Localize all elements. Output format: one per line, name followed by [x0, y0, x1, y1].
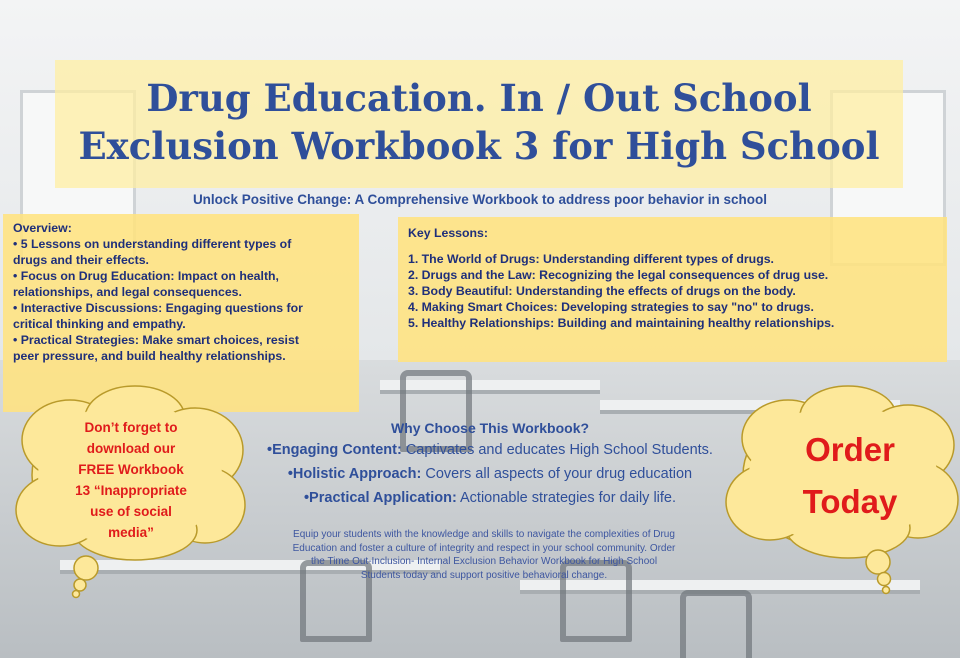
- footer-line: the Time Out-Inclusion- Internal Exclusion Behavior Workbook for High School: [310, 556, 658, 567]
- overview-line: peer pressure, and build healthy relationships.: [13, 349, 286, 363]
- key-lesson-item: 4. Making Smart Choices: Developing strategies to say "no" to drugs.: [408, 300, 814, 314]
- order-today-text[interactable]: [760, 424, 940, 528]
- overview-line: critical thinking and empathy.: [13, 317, 186, 331]
- why-row-label: •Engaging Content:: [267, 442, 402, 458]
- order-line: Order: [805, 431, 895, 468]
- overview-line: • 5 Lessons on understanding different types of: [13, 237, 292, 251]
- cloud-line: 13 “Inappropriate: [75, 483, 187, 498]
- background-chair: [680, 590, 752, 658]
- cloud-line: use of social: [90, 504, 172, 519]
- why-row: [200, 462, 780, 486]
- key-lesson-item: 2. Drugs and the Law: Recognizing the legal consequences of drug use.: [408, 268, 829, 282]
- spacer: [408, 241, 947, 251]
- free-workbook-text: [34, 417, 228, 543]
- overview-line: drugs and their effects.: [13, 253, 149, 267]
- cloud-line: FREE Workbook: [78, 462, 184, 477]
- why-row: [200, 486, 780, 510]
- title-line: Drug Education. In / Out School: [146, 76, 812, 120]
- overview-line: relationships, and legal consequences.: [13, 285, 242, 299]
- footer-line: Students today and support positive behavioral change.: [360, 569, 608, 581]
- key-lesson-item: 1. The World of Drugs: Understanding different types of drugs.: [408, 252, 774, 266]
- overview-line: Overview:: [13, 221, 72, 235]
- overview-line: • Interactive Discussions: Engaging questions for: [13, 301, 303, 315]
- overview-line: • Practical Strategies: Make smart choices, resist: [13, 333, 299, 347]
- cloud-line: media”: [108, 525, 154, 540]
- why-row-text: Covers all aspects of your drug education: [421, 466, 693, 482]
- title-line: Exclusion Workbook 3 for High School: [78, 124, 880, 168]
- why-choose-section: [200, 418, 780, 510]
- why-heading: Why Choose This Workbook?: [390, 420, 590, 436]
- overview-line: • Focus on Drug Education: Impact on health,: [13, 269, 279, 283]
- why-row-label: •Practical Application:: [303, 490, 457, 506]
- order-line: Today: [802, 483, 898, 520]
- why-row-label: •Holistic Approach:: [287, 466, 422, 482]
- why-row-text: Actionable strategies for daily life.: [456, 490, 677, 506]
- key-lesson-item: 5. Healthy Relationships: Building and maintaining healthy relationships.: [408, 316, 835, 330]
- page-title: [55, 74, 903, 170]
- why-row-text: Captivates and educates High School Students.: [401, 442, 713, 458]
- key-lessons-box: [398, 217, 947, 362]
- footer-line: Equip your students with the knowledge and skills to navigate the complexities of Drug: [293, 529, 675, 540]
- key-lesson-item: 3. Body Beautiful: Understanding the effects of drugs on the body.: [408, 284, 796, 298]
- footer-paragraph: [250, 528, 718, 582]
- key-lessons-heading: Key Lessons:: [408, 226, 488, 240]
- cloud-line: download our: [86, 441, 176, 456]
- cloud-line: Don’t forget to: [84, 420, 178, 435]
- why-row: [200, 438, 780, 462]
- subtitle: Unlock Positive Change: A Comprehensive Workbook to address poor behavior in school: [192, 192, 768, 207]
- footer-line: Education and foster a culture of integrity and respect in your school community. Order: [292, 542, 676, 554]
